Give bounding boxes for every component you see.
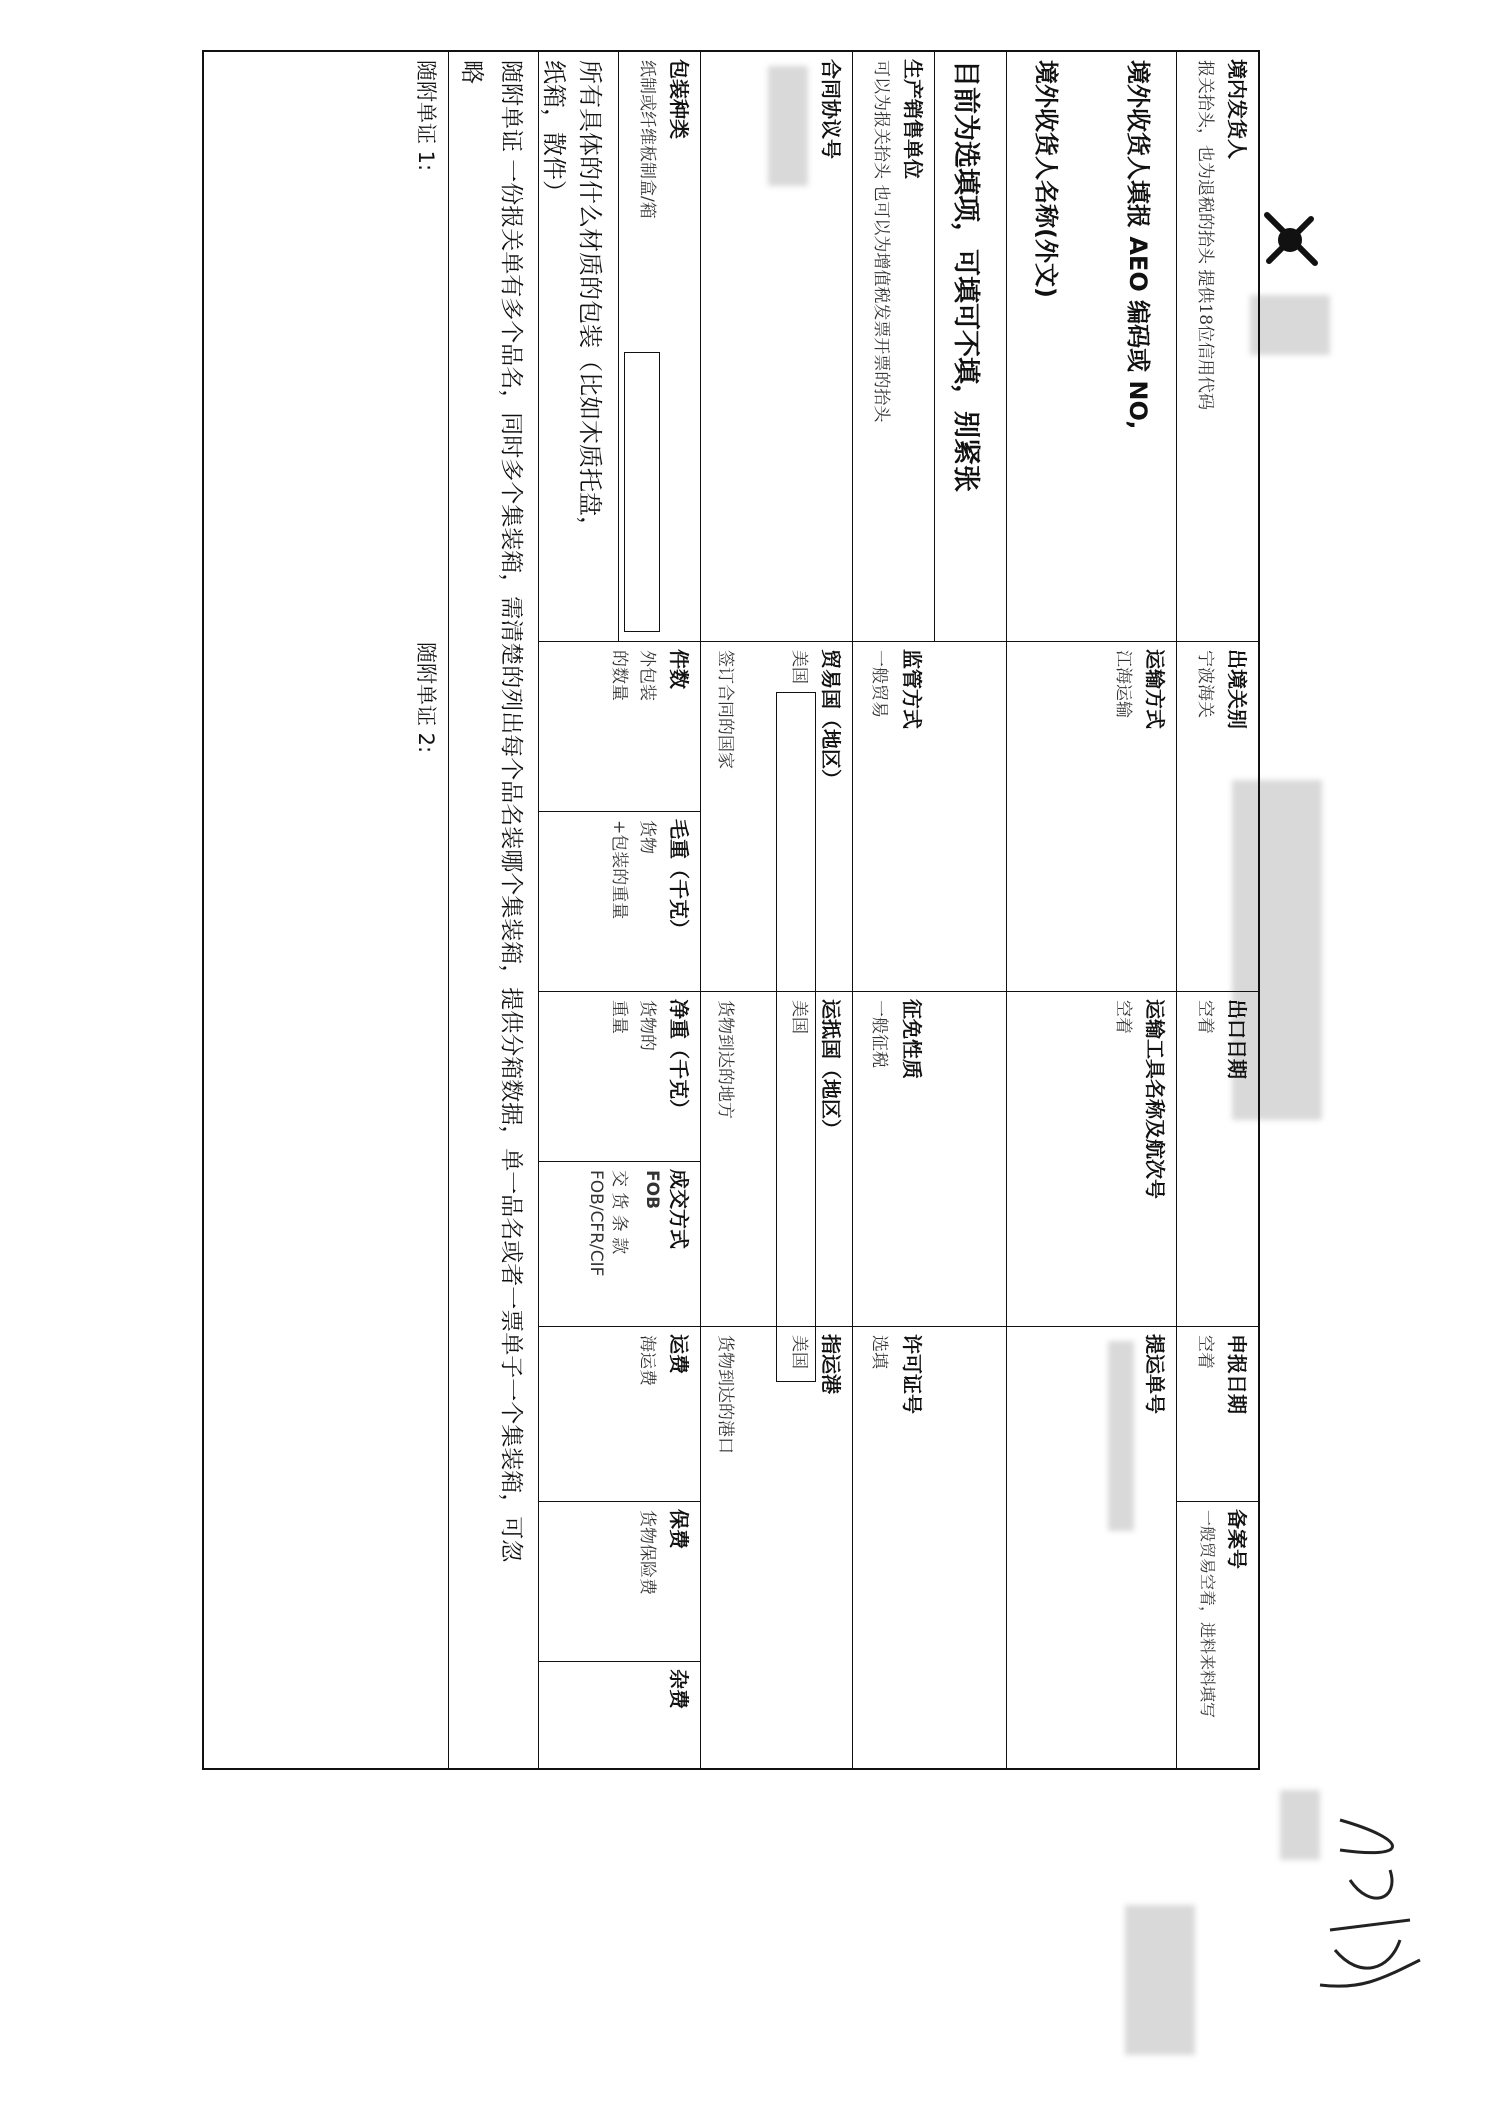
producer-cell — [852, 52, 934, 642]
record-value: 一般贸易空着，进料来料填写 — [1198, 1510, 1217, 1719]
insurance-value: 货物保险费 — [637, 1510, 657, 1595]
record-cell — [1176, 1502, 1258, 1770]
supervision-value: 一般贸易 — [869, 650, 889, 718]
dest-country-value: 美国 — [789, 1000, 809, 1034]
attached-doc-1: 随附单证 1: — [414, 60, 438, 172]
annotation-box — [776, 692, 816, 1382]
exit-date-cell — [1176, 992, 1258, 1327]
gross-value-1: 货物 — [637, 820, 657, 854]
attached-note-2: 略 — [458, 60, 486, 84]
decl-date-cell — [1176, 1327, 1258, 1502]
insurance-cell — [538, 1502, 700, 1662]
producer-label: 生产销售单位 — [901, 59, 925, 179]
terms-cell — [538, 1162, 700, 1327]
pieces-label: 件数 — [667, 649, 691, 689]
port-dest-note: 货物到达的港口 — [715, 1335, 735, 1454]
terms-note: 交 货 条 款 — [609, 1170, 629, 1255]
trade-country-label: 贸易国（地区） — [819, 649, 843, 789]
attached-docs-list — [202, 52, 448, 1770]
optional-note-cell — [934, 52, 1006, 642]
port-dest-cell — [700, 1327, 852, 1770]
package-annotation-box — [624, 352, 660, 632]
supervision-label: 监管方式 — [900, 649, 924, 729]
license-label: 许可证号 — [900, 1334, 924, 1414]
gross-value-2: +包装的重量 — [609, 820, 629, 920]
record-label: 备案号 — [1225, 1509, 1249, 1569]
attached-doc-2: 随附单证 2: — [414, 642, 438, 754]
customs-emblem-icon — [1255, 205, 1325, 275]
producer-value: 可以为报关抬头 也可以为增值税发票开票的抬头 — [871, 60, 891, 423]
pieces-value-2: 的数量 — [609, 650, 629, 701]
gross-cell — [538, 812, 700, 992]
redacted-block — [1250, 295, 1330, 355]
attached-note-1: 随附单证 一份报关单有多个品名，同时多个集装箱，需清楚的列出每个品名装哪个集装箱，提供分箱数据，单一品名或者一票单子一个集装箱，可忽 — [498, 60, 524, 1563]
vessel-cell — [1006, 992, 1176, 1327]
declaration-form — [202, 50, 1260, 1770]
dest-country-note: 货物到达的地方 — [715, 1000, 735, 1119]
gross-label: 毛重（千克） — [667, 819, 691, 939]
vessel-value: 空着 — [1113, 1000, 1133, 1034]
contract-label: 合同协议号 — [819, 59, 843, 159]
transport-label: 运输方式 — [1143, 649, 1167, 729]
freight-label: 运费 — [667, 1334, 691, 1374]
port-dest-label: 指运港 — [819, 1334, 843, 1394]
exemption-cell — [852, 992, 1006, 1327]
misc-label: 杂费 — [667, 1669, 691, 1709]
trade-country-note: 签订合同的国家 — [715, 650, 735, 769]
bl-label: 提运单号 — [1143, 1334, 1167, 1414]
net-value-2: 重量 — [609, 1000, 629, 1034]
port-dest-value: 美国 — [789, 1335, 809, 1369]
port-label: 出境关别 — [1225, 649, 1249, 729]
redacted-block — [1108, 1341, 1134, 1531]
freight-cell — [538, 1327, 700, 1502]
pieces-cell — [538, 642, 700, 812]
net-cell — [538, 992, 700, 1162]
redacted-block — [1125, 1905, 1195, 2055]
exemption-label: 征免性质 — [900, 999, 924, 1079]
redacted-block — [768, 66, 808, 186]
insurance-label: 保费 — [667, 1509, 691, 1549]
shipper-value: 报关抬头，也为退税的抬头 提供18位信用代码 — [1195, 60, 1215, 411]
package-desc-cell — [538, 52, 618, 642]
vessel-label: 运输工具名称及航次号 — [1143, 999, 1167, 1199]
handwritten-signature — [1310, 1810, 1430, 2000]
exit-date-value: 空着 — [1195, 1000, 1215, 1034]
trade-country-value: 美国 — [789, 650, 809, 684]
bl-cell — [1006, 1327, 1176, 1770]
pieces-value-1: 外包装 — [637, 650, 657, 701]
license-cell — [852, 1327, 1006, 1770]
net-label: 净重（千克） — [667, 999, 691, 1119]
package-value: 纸制或纤维板制盒/箱 — [637, 60, 657, 219]
consignee-aeo: 境外收货人填报 AEO 编码或 NO, — [1124, 60, 1152, 430]
shipper-cell — [1176, 52, 1258, 642]
license-value: 选填 — [869, 1335, 889, 1369]
contract-cell — [700, 52, 852, 642]
terms-label: 成交方式 — [667, 1169, 691, 1249]
package-desc-1: 所有具体的什么材质的包装（比如木质托盘， — [576, 60, 604, 540]
misc-cell — [538, 1662, 700, 1770]
consignee-name-label: 境外收货人名称(外文) — [1032, 60, 1060, 298]
decl-date-label: 申报日期 — [1225, 1334, 1249, 1414]
consignee-cell — [1006, 52, 1176, 642]
dest-country-label: 运抵国（地区） — [819, 999, 843, 1139]
attached-docs-cell — [448, 52, 538, 1770]
terms-options: FOB/CFR/CIF — [586, 1170, 606, 1277]
optional-note: 目前为选填项，可填可不填，别紧张 — [950, 60, 981, 492]
freight-value: 海运费 — [637, 1335, 657, 1386]
package-label: 包装种类 — [667, 59, 691, 139]
terms-value: FOB — [642, 1170, 662, 1210]
net-value-1: 货物的 — [637, 1000, 657, 1051]
exemption-value: 一般征税 — [869, 1000, 889, 1068]
transport-value: 江海运输 — [1113, 650, 1133, 718]
package-desc-2: 纸箱，散件） — [540, 60, 568, 204]
supervision-cell — [852, 642, 1006, 992]
transport-cell — [1006, 642, 1176, 992]
exit-date-label: 出口日期 — [1225, 999, 1249, 1079]
port-cell — [1176, 642, 1258, 992]
port-value: 宁波海关 — [1195, 650, 1215, 718]
shipper-label: 境内发货人 — [1225, 59, 1249, 159]
decl-date-value: 空着 — [1195, 1335, 1215, 1369]
